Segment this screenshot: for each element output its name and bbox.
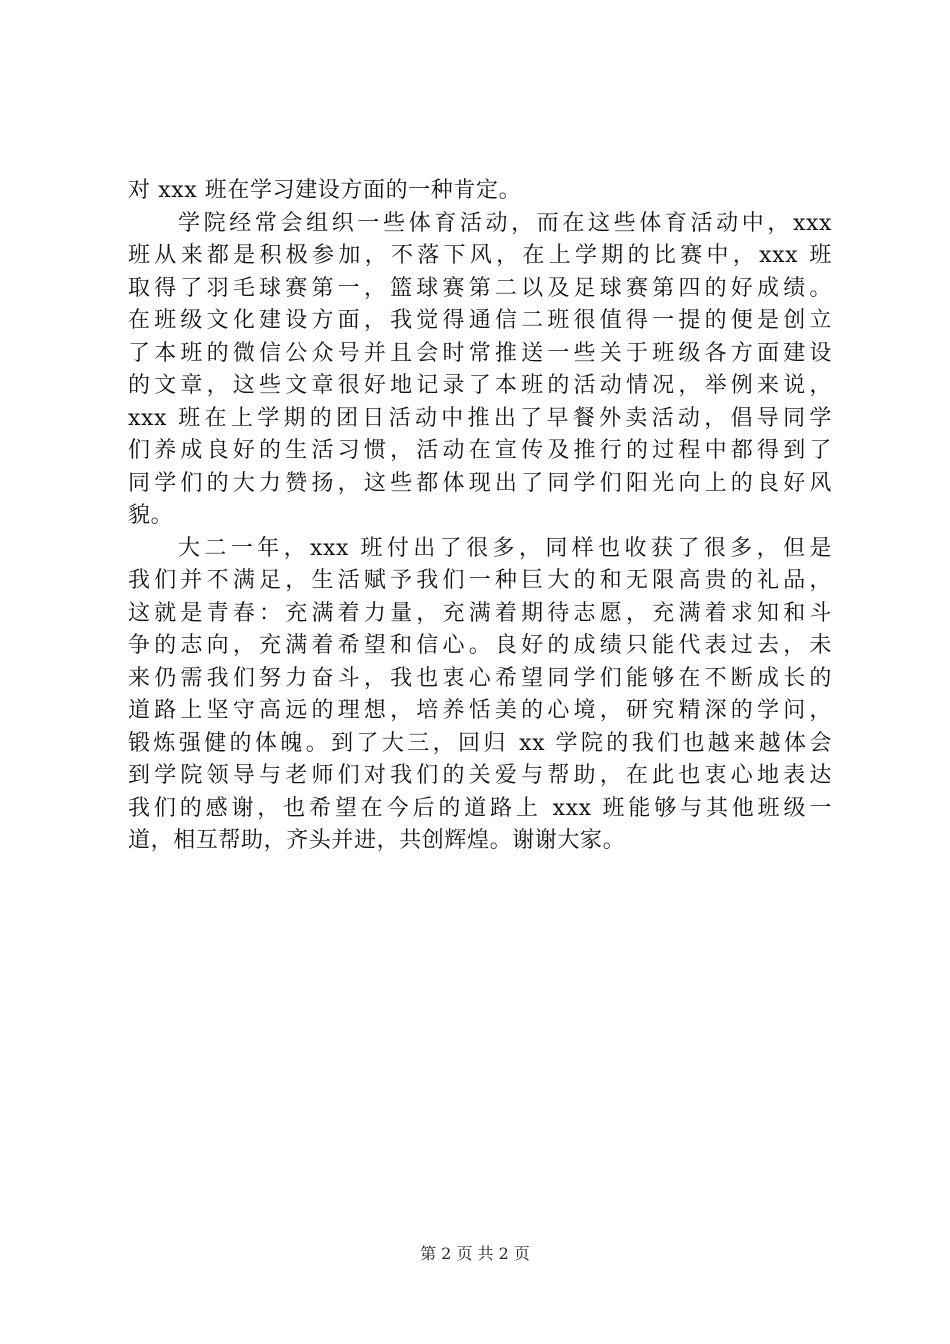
text-line: xxx 班在上学期的团日活动中推出了早餐外卖活动，倡导同学 <box>128 405 832 431</box>
text-line: 锻炼强健的体魄。到了大三，回归 xx 学院的我们也越来越体会 <box>128 730 832 756</box>
text-line: 这就是青春：充满着力量，充满着期待志愿，充满着求知和斗 <box>128 600 832 626</box>
text-line: 对 xxx 班在学习建设方面的一种肯定。 <box>128 178 522 203</box>
text-line: 来仍需我们努力奋斗，我也衷心希望同学们能够在不断成长的 <box>128 665 832 691</box>
text-line: 我们并不满足，生活赋予我们一种巨大的和无限高贵的礼品， <box>128 568 832 593</box>
text-line: 我们的感谢，也希望在今后的道路上 xxx 班能够与其他班级一 <box>128 795 832 821</box>
document-body <box>128 175 832 858</box>
text-line: 同学们的大力赞扬，这些都体现出了同学们阳光向上的良好风 <box>128 470 832 496</box>
text-line: 争的志向，充满着希望和信心。良好的成绩只能代表过去，未 <box>128 633 832 658</box>
paragraph-start-line: 大二一年，xxx 班付出了很多，同样也收获了很多，但是 <box>178 535 832 561</box>
text-line: 们养成良好的生活习惯，活动在宣传及推行的过程中都得到了 <box>128 438 832 463</box>
text-line: 了本班的微信公众号并且会时常推送一些关于班级各方面建设 <box>128 340 832 366</box>
text-line: 到学院领导与老师们对我们的关爱与帮助，在此也衷心地表达 <box>128 763 832 788</box>
text-line: 在班级文化建设方面，我觉得通信二班很值得一提的便是创立 <box>128 308 832 333</box>
page-number-footer: 第 2 页 共 2 页 <box>420 1244 530 1263</box>
text-line: 班从来都是积极参加，不落下风，在上学期的比赛中，xxx 班 <box>128 243 832 268</box>
text-line: 道路上坚守高远的理想，培养恬美的心境，研究精深的学问， <box>128 698 832 723</box>
paragraph-start-line: 学院经常会组织一些体育活动，而在这些体育活动中，xxx <box>178 210 832 236</box>
text-line: 取得了羽毛球赛第一，篮球赛第二以及足球赛第四的好成绩。 <box>128 275 832 301</box>
text-line: 貌。 <box>128 503 174 528</box>
text-line: 的文章，这些文章很好地记录了本班的活动情况，举例来说， <box>128 373 832 398</box>
text-line: 道，相互帮助，齐头并进，共创辉煌。谢谢大家。 <box>128 828 626 853</box>
